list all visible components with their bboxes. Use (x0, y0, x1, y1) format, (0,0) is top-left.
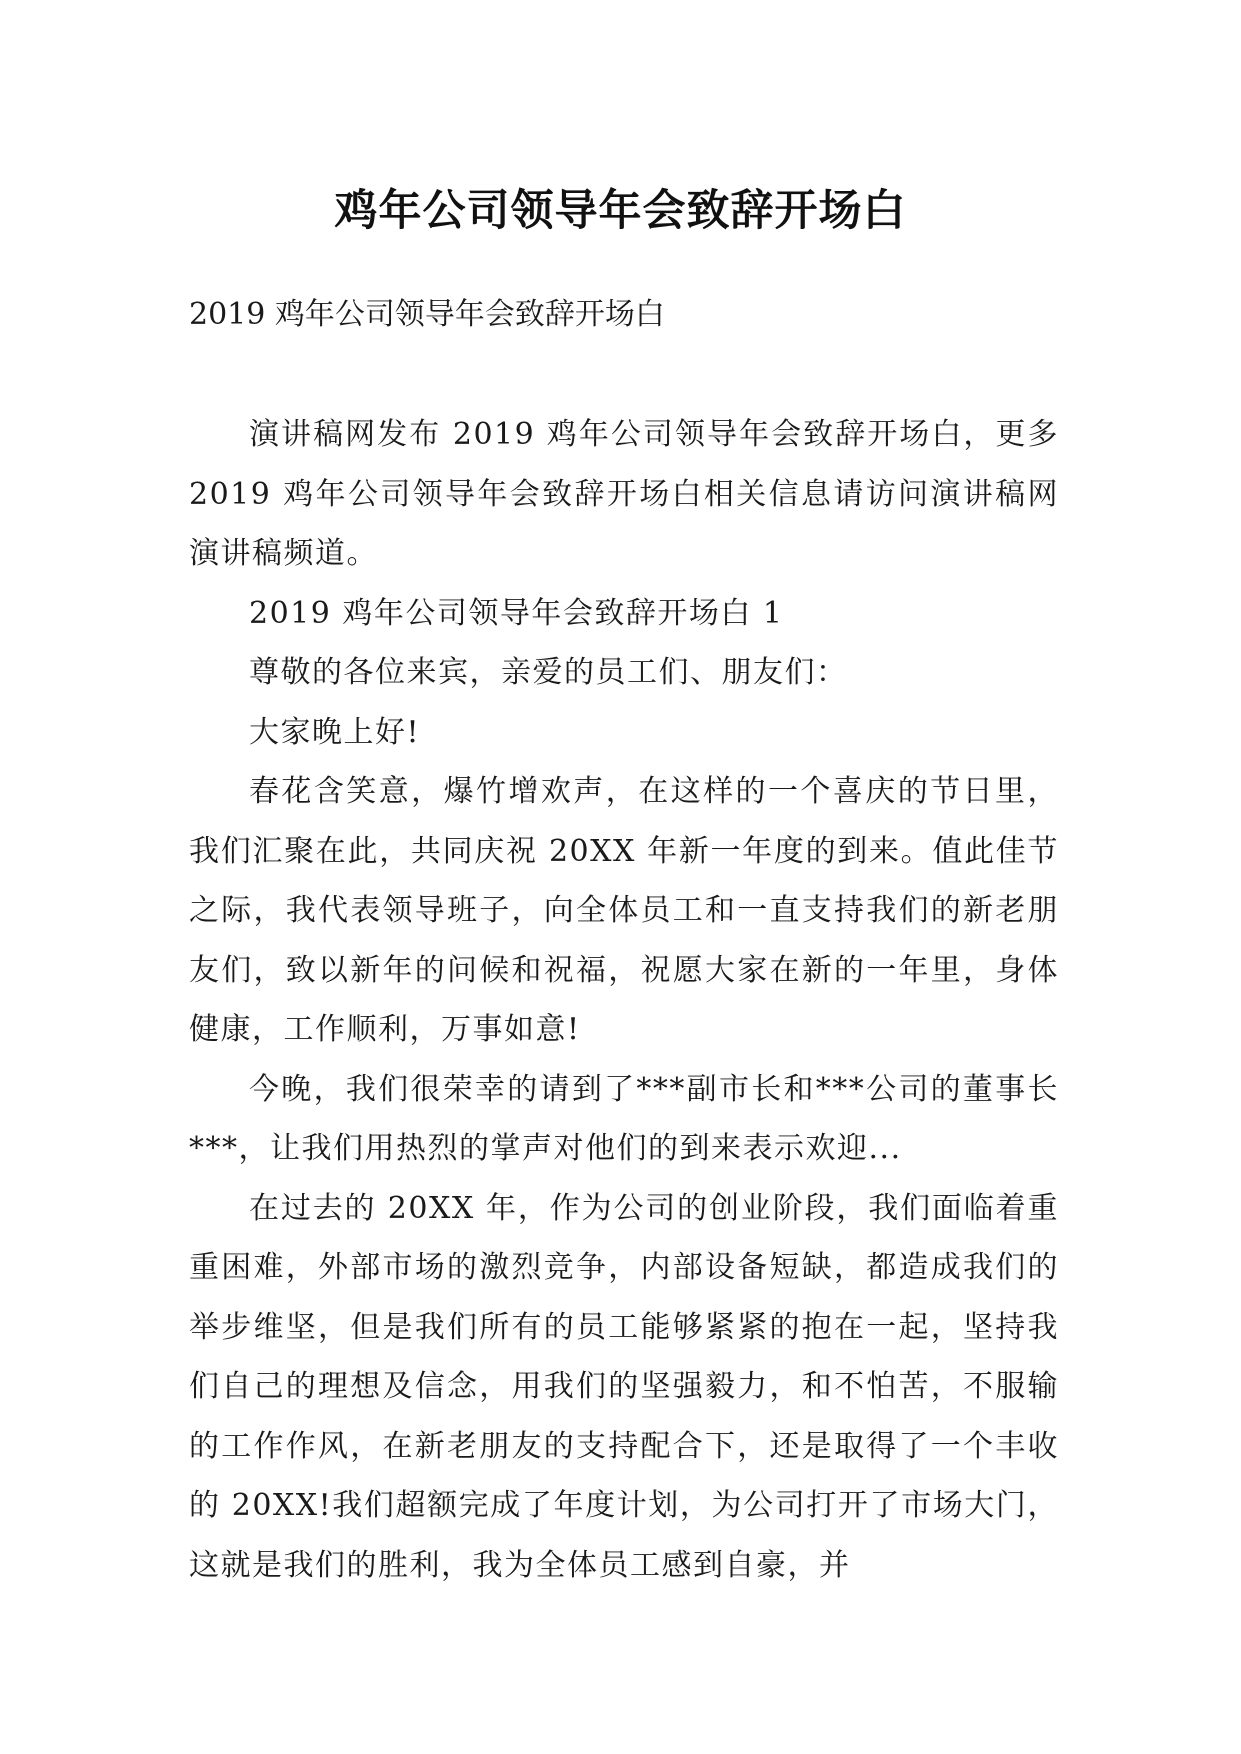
paragraph-greeting: 尊敬的各位来宾，亲爱的员工们、朋友们： (249, 655, 848, 690)
paragraph-spring: 春花含笑意，爆竹增欢声，在这样的一个喜庆的节日里，我们汇聚在此，共同庆祝 20XX 年新一年度的到来。值此佳节之际，我代表领导班子，向全体员工和一直支持我们的新老朋友们，致以新年的问候和祝福，祝愿大家在新的一年里，身体健康，工作顺利，万事如意! (189, 774, 1059, 1047)
page-title: 鸡年公司领导年会致辞开场白 (334, 185, 907, 236)
paragraph-intro: 演讲稿网发布 2019 鸡年公司领导年会致辞开场白，更多 2019 鸡年公司领导年会致辞开场白相关信息请访问演讲稿网演讲稿频道。 (189, 417, 1059, 571)
paragraph-past-year: 在过去的 20XX 年，作为公司的创业阶段，我们面临着重重困难，外部市场的激烈竞争，内部设备短缺，都造成我们的举步维坚，但是我们所有的员工能够紧紧的抱在一起，坚持我们自己的理想及信念，用我们的坚强毅力，和不怕苦，不服输的工作作风，在新老朋友的支持配合下，还是取得了一个丰收的 20XX!我们超额完成了年度计划，为公司打开了市场大门，这就是我们的胜利，我为全体员工感到自豪，并 (189, 1190, 1059, 1583)
paragraph-good-evening: 大家晚上好! (249, 714, 421, 750)
document-subtitle: 2019 鸡年公司领导年会致辞开场白 (189, 297, 665, 332)
paragraph-heading: 2019 鸡年公司领导年会致辞开场白 1 (249, 595, 784, 631)
document-body (189, 405, 1059, 1595)
paragraph-tonight: 今晚，我们很荣幸的请到了***副市长和***公司的董事长***，让我们用热烈的掌声对他们的到来表示欢迎... (189, 1071, 1059, 1166)
